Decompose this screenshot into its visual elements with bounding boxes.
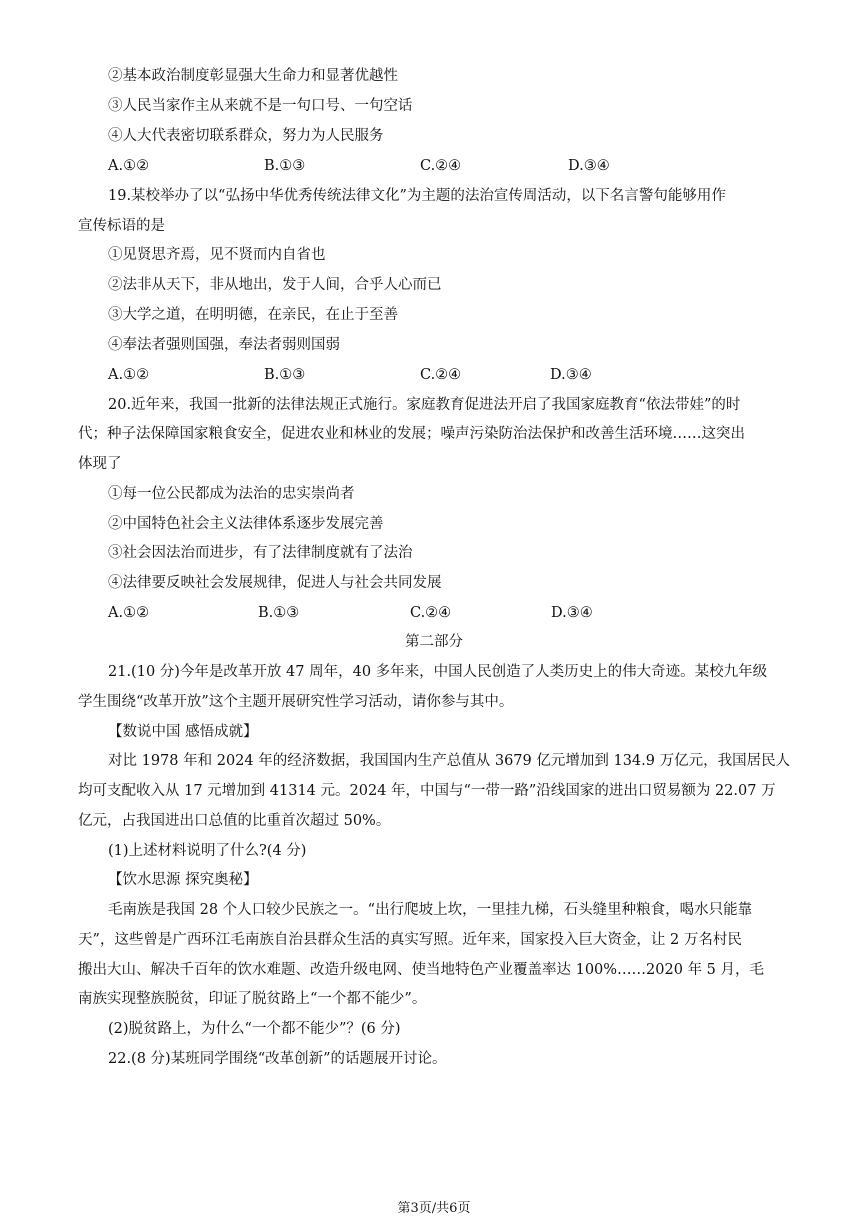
part-2-title: 第二部分	[405, 634, 463, 650]
q21-section-2-line-4: 南族实现整族脱贫，印证了脱贫路上“一个都不能少”。	[78, 991, 427, 1007]
q18-option-c: C.②④	[420, 158, 462, 174]
q18-item-2: ②基本政治制度彰显强大生命力和显著优越性	[108, 68, 398, 84]
q21-section-2-title: 【饮水思源 探究奥秘】	[108, 872, 258, 888]
q20-option-c: C.②④	[410, 605, 452, 621]
q21-section-1-line-2: 均可支配收入从 17 元增加到 41314 元。2024 年，中国与“一带一路”沿线国家的进出口贸易额为 22.07 万	[78, 783, 776, 799]
q22-stem: 22.(8 分)某班同学围绕“改革创新”的话题展开讨论。	[108, 1051, 447, 1067]
q19-item-1: ①见贤思齐焉，见不贤而内自省也	[108, 247, 326, 263]
q19-stem-line-1: 19.某校举办了以“弘扬中华优秀传统法律文化”为主题的法治宣传周活动，以下名言警句能够用作	[108, 188, 726, 204]
q19-option-a: A.①②	[108, 367, 150, 383]
q19-item-4: ④奉法者强则国强，奉法者弱则国弱	[108, 337, 340, 353]
q20-option-d: D.③④	[551, 605, 593, 621]
q18-option-a: A.①②	[108, 158, 150, 174]
q20-item-2: ②中国特色社会主义法律体系逐步发展完善	[108, 516, 384, 532]
q20-item-4: ④法律要反映社会发展规律，促进人与社会共同发展	[108, 575, 442, 591]
q20-item-1: ①每一位公民都成为法治的忠实崇尚者	[108, 486, 355, 502]
q18-option-d: D.③④	[568, 158, 610, 174]
page-number-footer: 第3页/共6页	[397, 1201, 471, 1216]
q21-section-1-line-3: 亿元，占我国进出口总值的比重首次超过 50%。	[78, 813, 391, 829]
q19-item-3: ③大学之道，在明明德，在亲民，在止于至善	[108, 307, 398, 323]
q18-item-3: ③人民当家作主从来就不是一句口号、一句空话	[108, 98, 413, 114]
q19-stem-line-2: 宣传标语的是	[78, 218, 165, 234]
q21-section-2-line-3: 搬出大山、解决千百年的饮水难题、改造升级电网、使当地特色产业覆盖率达 100%……2020 年 5 月，毛	[78, 962, 765, 978]
q19-option-d: D.③④	[550, 367, 592, 383]
q20-option-b: B.①③	[258, 605, 300, 621]
q18-item-4: ④人大代表密切联系群众，努力为人民服务	[108, 128, 384, 144]
q19-option-b: B.①③	[264, 367, 306, 383]
q19-option-c: C.②④	[420, 367, 462, 383]
q20-option-a: A.①②	[108, 605, 150, 621]
q21-stem-line-1: 21.(10 分)今年是改革开放 47 周年，40 多年来，中国人民创造了人类历史上的伟大奇迹。某校九年级	[108, 664, 768, 680]
q20-item-3: ③社会因法治而进步，有了法律制度就有了法治	[108, 545, 413, 561]
q21-section-1-title: 【数说中国 感悟成就】	[108, 724, 258, 740]
q21-stem-line-2: 学生围绕“改革开放”这个主题开展研究性学习活动，请你参与其中。	[78, 694, 514, 710]
q19-item-2: ②法非从天下，非从地出，发于人间，合乎人心而已	[108, 277, 442, 293]
q20-stem-line-2: 代；种子法保障国家粮食安全，促进农业和林业的发展；噪声污染防治法保护和改善生活环境……这突出	[78, 426, 745, 442]
q21-question-2: (2)脱贫路上，为什么“一个都不能少”？(6 分)	[108, 1021, 401, 1037]
q21-section-2-line-1: 毛南族是我国 28 个人口较少民族之一。“出行爬坡上坎，一里挂九梯，石头缝里种粮食，喝水只能靠	[108, 902, 753, 918]
q20-stem-line-3: 体现了	[78, 456, 122, 472]
q18-option-b: B.①③	[264, 158, 306, 174]
q21-section-1-line-1: 对比 1978 年和 2024 年的经济数据，我国国内生产总值从 3679 亿元增加到 134.9 万亿元，我国居民人	[108, 753, 791, 769]
q21-section-2-line-2: 天”，这些曾是广西环江毛南族自治县群众生活的真实写照。近年来，国家投入巨大资金，让 2 万名村民	[78, 932, 742, 948]
q21-question-1: (1)上述材料说明了什么?(4 分)	[108, 843, 307, 859]
q20-stem-line-1: 20.近年来，我国一批新的法律法规正式施行。家庭教育促进法开启了我国家庭教育“依法带娃”的时	[108, 397, 741, 413]
